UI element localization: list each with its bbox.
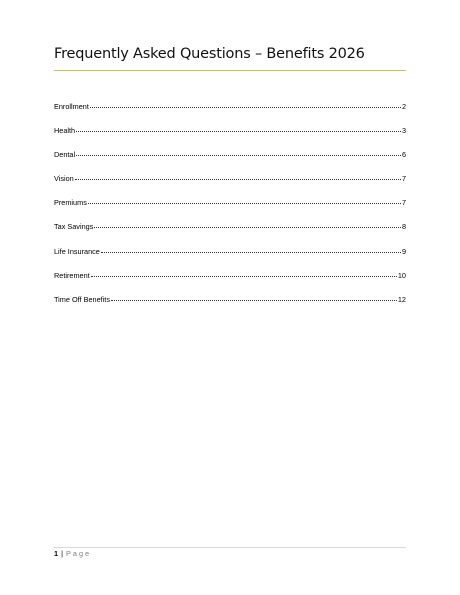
toc-entry-label: Premiums bbox=[54, 198, 87, 208]
toc-entry-page: 12 bbox=[397, 294, 406, 304]
footer-page-word: Page bbox=[66, 549, 92, 558]
table-of-contents bbox=[54, 102, 406, 319]
toc-dot-leader bbox=[90, 107, 401, 108]
page-footer bbox=[54, 549, 91, 559]
toc-entry-label: Retirement bbox=[54, 270, 90, 280]
toc-dot-leader bbox=[76, 131, 401, 132]
toc-entry-page: 6 bbox=[401, 150, 406, 160]
toc-dot-leader bbox=[111, 300, 397, 301]
toc-dot-leader bbox=[75, 179, 401, 180]
toc-dot-leader bbox=[101, 252, 401, 253]
toc-entry-enrollment[interactable] bbox=[54, 102, 406, 126]
title-divider bbox=[54, 70, 406, 71]
footer-page-number: 1 bbox=[54, 549, 59, 558]
toc-dot-leader bbox=[94, 227, 401, 228]
footer-separator: | bbox=[61, 549, 63, 558]
toc-entry-time-off-benefits[interactable] bbox=[54, 295, 406, 319]
page-title: Frequently Asked Questions – Benefits 2026 bbox=[54, 46, 365, 62]
toc-entry-label: Enrollment bbox=[54, 102, 89, 111]
toc-entry-page: 10 bbox=[397, 270, 406, 280]
toc-entry-retirement[interactable] bbox=[54, 271, 406, 295]
toc-dot-leader bbox=[88, 203, 401, 204]
toc-entry-page: 3 bbox=[401, 126, 406, 136]
toc-entry-page: 7 bbox=[401, 174, 406, 184]
toc-entry-page: 9 bbox=[401, 246, 406, 256]
toc-entry-label: Dental bbox=[54, 150, 76, 160]
toc-entry-dental[interactable] bbox=[54, 150, 406, 174]
toc-entry-page: 8 bbox=[401, 222, 406, 232]
footer-divider bbox=[54, 547, 406, 548]
toc-entry-life-insurance[interactable] bbox=[54, 247, 406, 271]
toc-entry-label: Life Insurance bbox=[54, 246, 100, 256]
toc-entry-label: Tax Savings bbox=[54, 222, 94, 232]
toc-entry-label: Health bbox=[54, 126, 76, 136]
toc-entry-label: Vision bbox=[54, 174, 74, 184]
toc-entry-tax-savings[interactable] bbox=[54, 222, 406, 246]
toc-dot-leader bbox=[91, 276, 397, 277]
toc-entry-page: 7 bbox=[401, 198, 406, 208]
toc-entry-page: 2 bbox=[401, 102, 406, 111]
toc-entry-label: Time Off Benefits bbox=[54, 294, 110, 304]
toc-entry-vision[interactable] bbox=[54, 174, 406, 198]
toc-entry-health[interactable] bbox=[54, 126, 406, 150]
toc-entry-premiums[interactable] bbox=[54, 198, 406, 222]
toc-dot-leader bbox=[76, 155, 401, 156]
